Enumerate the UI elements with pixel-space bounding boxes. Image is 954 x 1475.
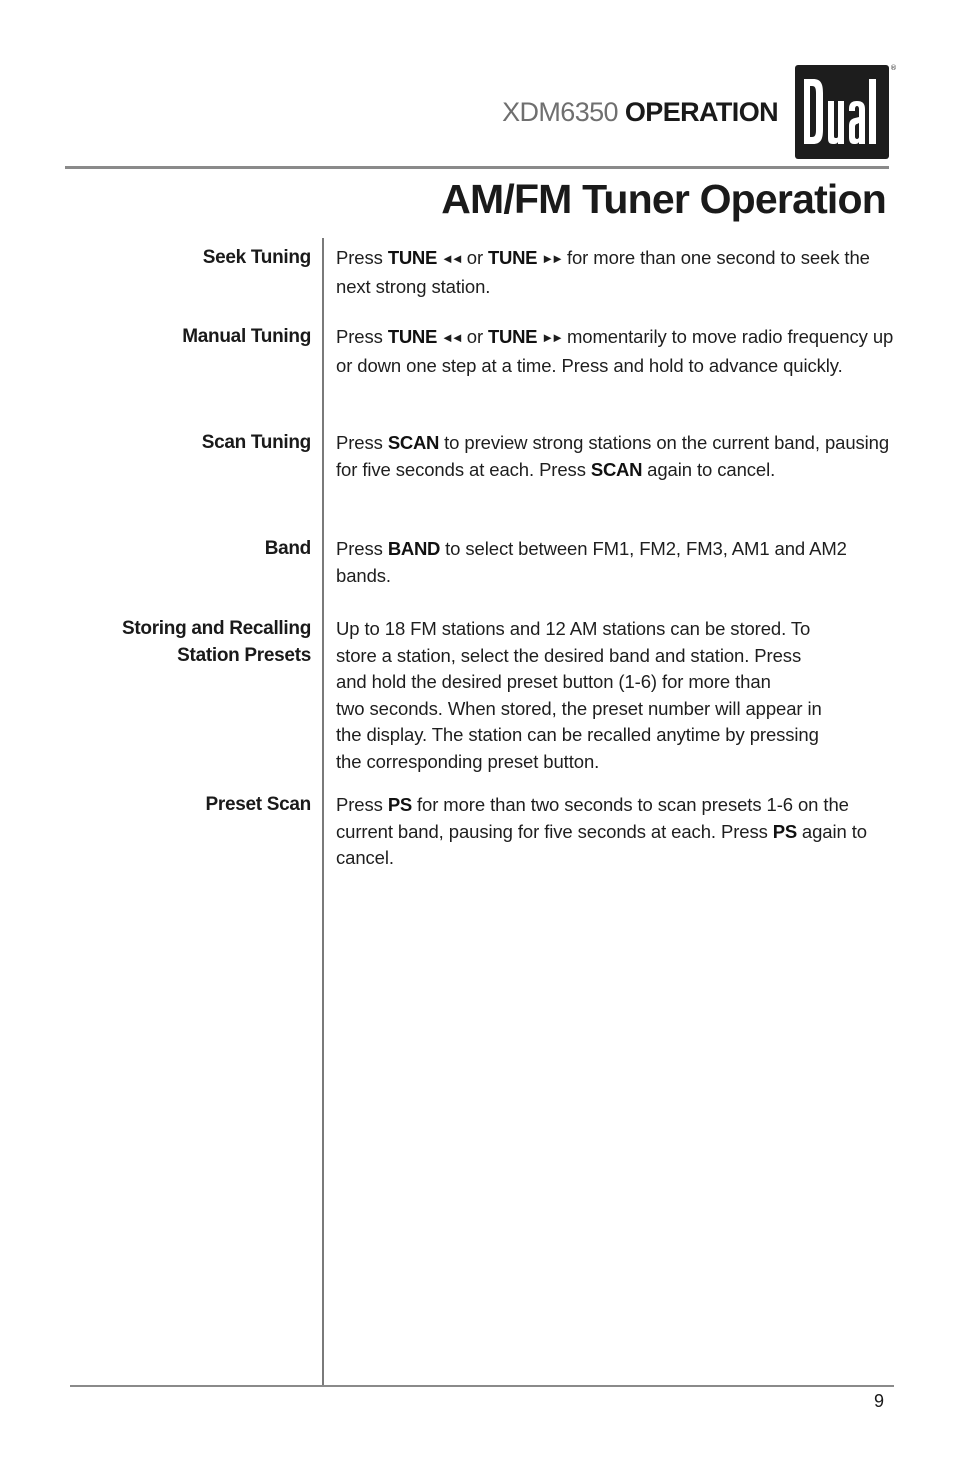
- section-body: [336, 616, 896, 775]
- body-text: or: [466, 326, 483, 347]
- body-text: Press: [336, 538, 388, 559]
- section-body: [336, 536, 896, 589]
- operation-heading: OPERATION: [624, 97, 778, 127]
- body-line: two seconds. When stored, the preset number will appear in: [336, 697, 822, 719]
- page-number: 9: [873, 1391, 884, 1411]
- body-text: Press: [336, 326, 388, 347]
- section-label-line: Storing and Recalling: [122, 618, 311, 639]
- body-line: Up to 18 FM stations and 12 AM stations can be stored. To: [336, 618, 811, 639]
- key-scan: SCAN: [387, 432, 440, 453]
- section-label: Manual Tuning: [182, 326, 311, 347]
- section-label: Scan Tuning: [201, 432, 311, 453]
- rewind-icon: ◄◄: [441, 330, 461, 345]
- body-line: the display. The station can be recalled anytime by pressing: [336, 724, 819, 745]
- header-rule: [65, 166, 889, 169]
- body-text: Press: [336, 432, 388, 453]
- key-ps: PS: [772, 820, 797, 842]
- section-label: Seek Tuning: [202, 247, 311, 268]
- body-text: Press: [336, 794, 388, 815]
- key-tune: TUNE: [387, 326, 438, 347]
- body-text: Press: [336, 247, 388, 268]
- key-scan: SCAN: [590, 458, 643, 480]
- dual-logo-mark: [795, 65, 889, 159]
- section-label: Preset Scan: [205, 794, 311, 815]
- section-body: [336, 430, 896, 483]
- section-label: Band: [264, 538, 311, 559]
- body-text: again to cancel.: [642, 458, 776, 480]
- section-body: [336, 245, 896, 300]
- rewind-icon: ◄◄: [441, 251, 461, 266]
- forward-icon: ►►: [541, 251, 561, 266]
- body-text: to preview strong stations on the current band, pausing for five seconds at each. Press: [336, 432, 890, 480]
- header-model-operation: [502, 94, 778, 130]
- forward-icon: ►►: [541, 330, 561, 345]
- page-title: AM/FM Tuner Operation: [441, 176, 886, 222]
- section-label: [71, 616, 311, 669]
- body-text: to select between FM1, FM2, FM3, AM1 and AM2 bands.: [336, 538, 847, 586]
- section-body: [336, 324, 896, 379]
- model-number: XDM6350: [502, 97, 618, 127]
- column-divider: [322, 238, 324, 1386]
- body-line: store a station, select the desired band and station. Press: [336, 644, 802, 666]
- body-text: for more than two seconds to scan presets 1-6 on the current band, pausing for five seconds at each. Press: [336, 794, 849, 842]
- dual-logo: [795, 65, 889, 159]
- key-tune: TUNE: [488, 326, 538, 347]
- body-text: for more than one second to seek the next strong station.: [336, 247, 870, 297]
- body-line: and hold the desired preset button (1-6) for more than: [336, 671, 771, 692]
- body-line: the corresponding preset button.: [336, 750, 600, 772]
- registered-mark: ®: [890, 64, 897, 72]
- key-tune: TUNE: [488, 247, 538, 268]
- body-text: or: [466, 247, 483, 268]
- key-ps: PS: [387, 794, 412, 815]
- body-text: momentarily to move radio frequency up or down one step at a time. Press and hold to advance quickly.: [336, 326, 894, 376]
- key-tune: TUNE: [387, 247, 438, 268]
- footer-rule: [70, 1385, 894, 1387]
- section-body: [336, 792, 896, 872]
- section-label-line: Station Presets: [177, 644, 311, 666]
- key-band: BAND: [387, 538, 441, 559]
- body-text: again to cancel.: [336, 820, 867, 868]
